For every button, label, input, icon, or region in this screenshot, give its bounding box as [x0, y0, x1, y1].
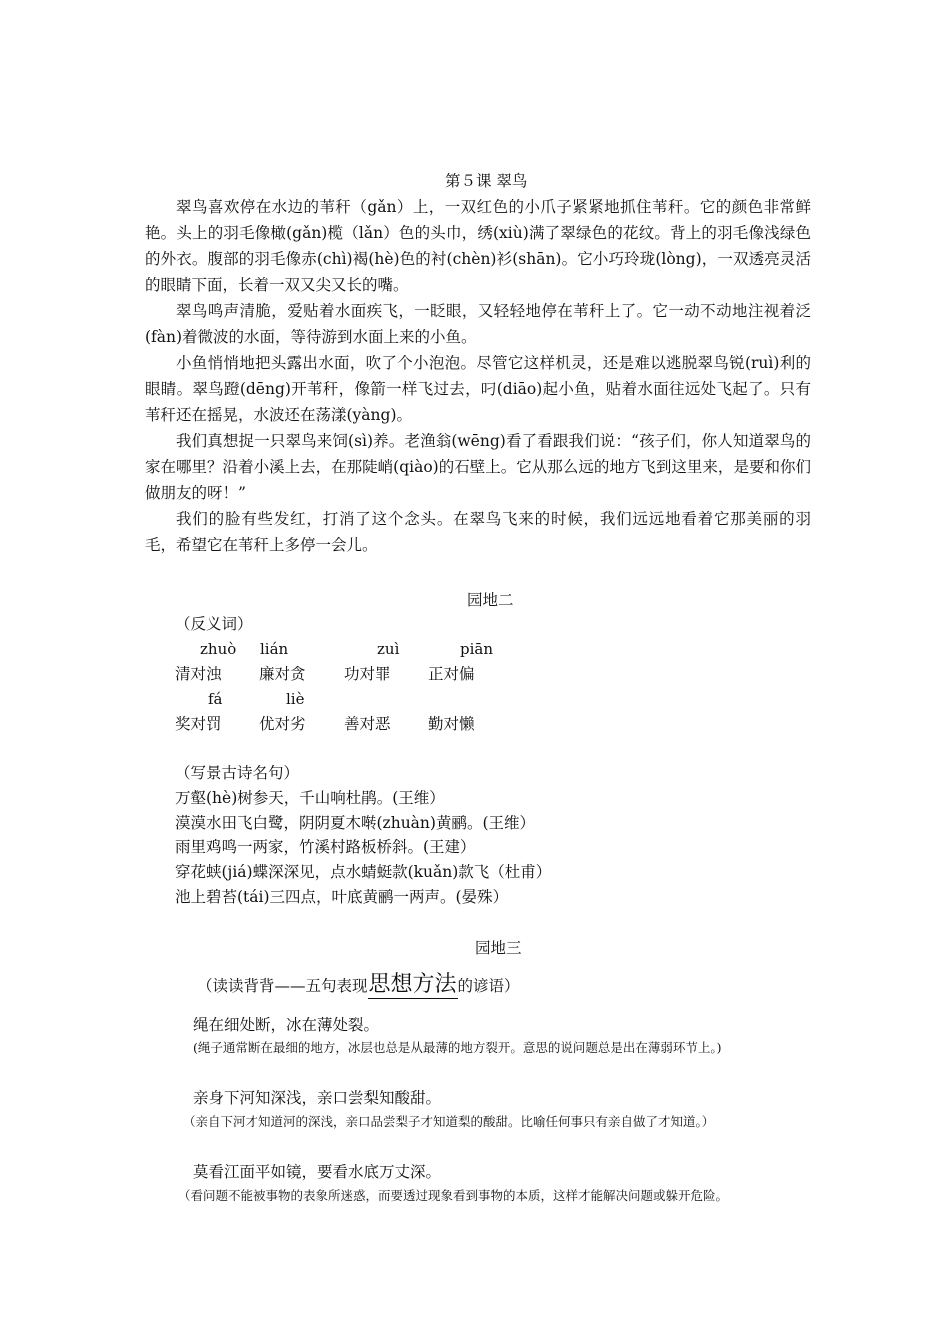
poem-line: 池上碧苔(tái)三四点，叶底黄鹂一两声。(晏殊） [175, 888, 509, 906]
intro-after: 的谚语） [457, 977, 520, 995]
lesson-paragraph-2: 翠鸟鸣声清脆，爱贴着水面疾飞，一眨眼，又轻轻地停在苇秆上了。它一动不动地注视着泛(fàn)着微波的水面，等待游到水面上来的小鱼。 [145, 302, 811, 346]
pinyin-fa: fá [208, 690, 223, 708]
antonym-pair: 善对恶 [344, 715, 391, 733]
lesson-paragraph-4: 我们真想捉一只翠鸟来饲(sì)养。老渔翁(wēng)看了看跟我们说：“孩子们，你人知道翠鸟的家在哪里？沿着小溪上去，在那陡峭(qiào)的石壁上。它从那么远的地方飞到这里来，是要和你们做朋友的呀！” [145, 432, 811, 502]
lesson-body [145, 194, 811, 558]
proverb-text: 亲身下河知深浅，亲口尝梨知酸甜。 [193, 1089, 442, 1107]
lesson-title: 第５课 翠鸟 [445, 172, 528, 190]
proverb-note: （亲自下河才知道河的深浅，亲口品尝梨子才知道梨的酸甜。比喻任何事只有亲自做了才知道。） [183, 1114, 715, 1129]
intro-before: （读读背背——五句表现 [197, 977, 368, 995]
antonym-pair: 勤对懒 [428, 715, 475, 733]
pinyin-zui: zuì [377, 640, 400, 658]
lesson-paragraph-3: 小鱼悄悄地把头露出水面，吹了个小泡泡。尽管它这样机灵，还是难以逃脱翠鸟锐(ruì)利的眼睛。翠鸟蹬(dēng)开苇秆，像箭一样飞过去，叼(diāo)起小鱼，贴着水面往远处飞起了。只有苇秆还在摇晃，水波还在荡漾(yàng)。 [145, 354, 811, 424]
intro-highlight: 思想方法 [368, 972, 457, 997]
antonym-pair: 功对罪 [344, 665, 391, 683]
antonym-label: （反义词） [175, 615, 253, 633]
poem-line: 穿花蛱(jiá)蝶深深见，点水蜻蜓款(kuǎn)款飞（杜甫） [175, 863, 552, 881]
poem-line: 万壑(hè)树参天，千山响杜鹃。(王维） [175, 789, 445, 807]
antonym-pair: 奖对罚 [175, 715, 222, 733]
proverb-note: (绳子通常断在最细的地方，冰层也总是从最薄的地方裂开。意思的说问题总是出在薄弱环节上。) [193, 1040, 722, 1055]
garden3-intro [197, 972, 520, 999]
proverb-text: 绳在细处断，冰在薄处裂。 [193, 1016, 380, 1034]
pinyin-pian: piān [460, 640, 494, 658]
poem-line: 雨里鸡鸣一两家，竹溪村路板桥斜。(王建） [175, 838, 476, 856]
pinyin-lian: lián [260, 640, 289, 658]
pinyin-lie: liè [286, 690, 305, 708]
proverb-text: 莫看江面平如镜，要看水底万丈深。 [193, 1163, 442, 1181]
antonym-pair: 正对偏 [428, 665, 475, 683]
garden3-title: 园地三 [475, 939, 522, 957]
pinyin-zhuo: zhuò [200, 640, 237, 658]
lesson-paragraph-5: 我们的脸有些发红，打消了这个念头。在翠鸟飞来的时候，我们远远地看着它那美丽的羽毛，希望它在苇秆上多停一会儿。 [145, 510, 811, 554]
garden2-title: 园地二 [467, 591, 514, 609]
lesson-paragraph-1: 翠鸟喜欢停在水边的苇秆（gǎn）上，一双红色的小爪子紧紧地抓住苇秆。它的颜色非常鲜艳。头上的羽毛像橄(gǎn)榄（lǎn）色的头巾，绣(xiù)满了翠绿色的花纹。背上的羽毛像浅绿色的外衣。腹部的羽毛像赤(chì)褐(hè)色的衬(chèn)衫(shān)。它小巧玲珑(lòng)，一双透亮灵活的眼睛下面，长着一双又尖又长的嘴。 [145, 198, 811, 294]
poem-line: 漠漠水田飞白鹭，阴阴夏木啭(zhuàn)黄鹂。(王维） [175, 814, 535, 832]
antonym-pair: 廉对贪 [259, 665, 306, 683]
poem-label: （写景古诗名句） [175, 764, 300, 782]
antonym-pair: 优对劣 [259, 715, 306, 733]
antonym-pair: 清对浊 [175, 665, 222, 683]
proverb-note: （看问题不能被事物的表象所迷惑，而要透过现象看到事物的本质，这样才能解决问题或躲开危险。 [178, 1188, 729, 1203]
